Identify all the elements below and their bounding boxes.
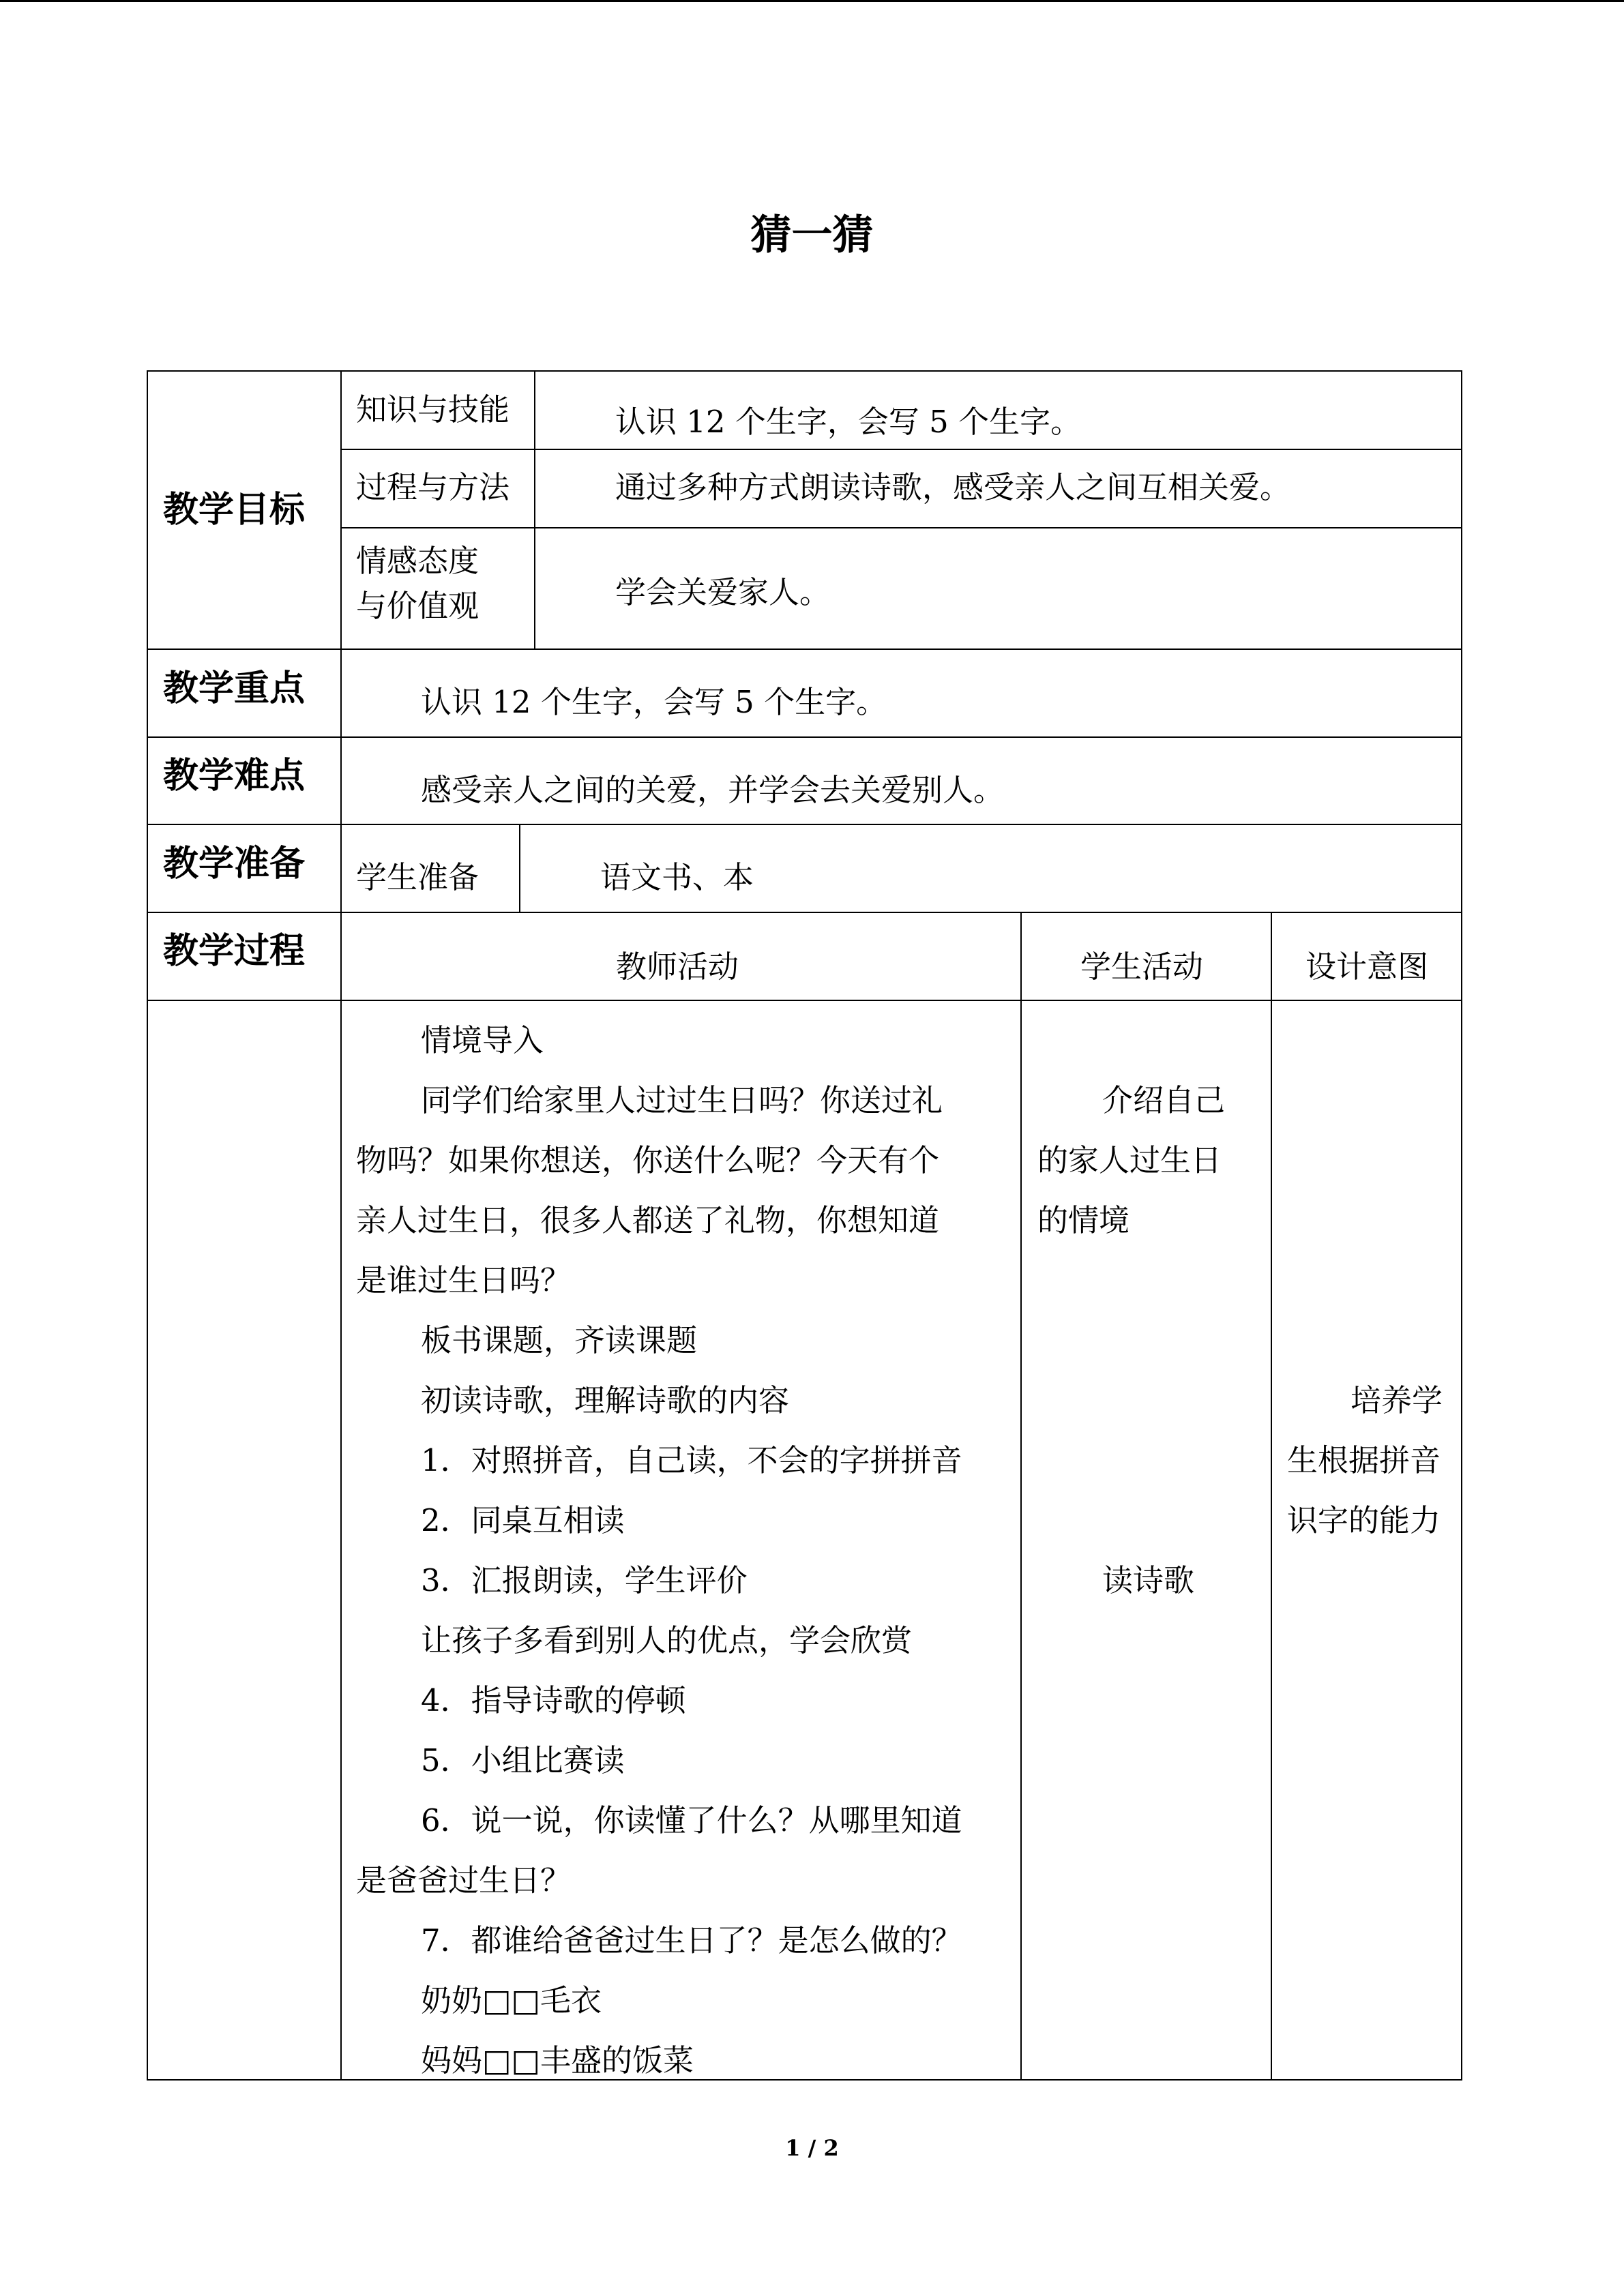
- teacher-line: 6．说一说，你读懂了什么？从哪里知道: [421, 1802, 962, 1838]
- student-line: 读诗歌: [1102, 1562, 1195, 1598]
- teacher-line: 亲人过生日，很多人都送了礼物，你想知道: [356, 1202, 940, 1238]
- column-divider: [534, 372, 535, 648]
- row-divider: [148, 824, 1461, 825]
- key-points-content: 认识 12 个生字，会写 5 个生字。: [421, 684, 887, 720]
- row-divider: [340, 527, 1461, 528]
- knowledge-label: 知识与技能: [356, 391, 510, 428]
- teacher-line: 让孩子多看到别人的优点，学会欣赏: [421, 1622, 913, 1658]
- preparation-content: 语文书、本: [600, 859, 754, 895]
- lesson-plan-table: [147, 370, 1462, 2081]
- column-divider: [519, 824, 520, 912]
- teacher-line: 奶奶□□毛衣: [421, 1982, 602, 2018]
- emotion-label-line1: 情感态度: [356, 543, 479, 579]
- student-line: 介绍自己: [1102, 1082, 1226, 1118]
- page-number: 1 / 2: [785, 2135, 839, 2161]
- teacher-line: 初读诗歌，理解诗歌的内容: [421, 1382, 790, 1418]
- design-intent-header: 设计意图: [1305, 949, 1429, 985]
- teacher-line: 是谁过生日吗？: [356, 1262, 572, 1298]
- column-divider: [1020, 912, 1022, 2079]
- row-divider: [148, 1000, 1461, 1001]
- process-label: 过程与方法: [356, 469, 510, 505]
- row-divider: [148, 648, 1461, 650]
- teacher-line: 是爸爸过生日？: [356, 1862, 572, 1898]
- teacher-line: 妈妈□□丰盛的饭菜: [421, 2042, 694, 2078]
- teacher-line: 板书课题，齐读课题: [421, 1322, 698, 1358]
- emotion-content: 学会关爱家人。: [615, 574, 831, 610]
- process-heading: 教学过程: [163, 931, 306, 972]
- difficulties-content: 感受亲人之间的关爱，并学会去关爱别人。: [421, 772, 1005, 808]
- teacher-line: 4．指导诗歌的停顿: [421, 1682, 686, 1718]
- preparation-label: 学生准备: [356, 859, 479, 895]
- page-title: 猜一猜: [750, 211, 874, 259]
- row-divider: [148, 736, 1461, 738]
- teacher-line: 同学们给家里人过过生日吗？你送过礼: [421, 1082, 943, 1118]
- design-line: 生根据拼音: [1287, 1442, 1441, 1478]
- teacher-line: 3．汇报朗读，学生评价: [421, 1562, 748, 1598]
- teacher-line: 1．对照拼音，自己读，不会的字拼拼音: [421, 1442, 962, 1478]
- objectives-heading: 教学目标: [163, 490, 306, 531]
- student-line: 的情境: [1037, 1202, 1130, 1238]
- difficulties-heading: 教学难点: [163, 756, 306, 796]
- column-divider: [340, 372, 342, 2079]
- knowledge-content: 认识 12 个生字，会写 5 个生字。: [615, 404, 1082, 440]
- preparation-heading: 教学准备: [163, 844, 306, 884]
- design-line: 培养学: [1350, 1382, 1443, 1418]
- teacher-line: 5．小组比赛读: [421, 1742, 625, 1778]
- column-divider: [1271, 912, 1272, 2079]
- key-points-heading: 教学重点: [163, 668, 306, 709]
- student-activity-header: 学生活动: [1080, 949, 1204, 985]
- teacher-line: 7．都谁给爸爸过生日了？是怎么做的？: [421, 1922, 962, 1958]
- teacher-line: 2．同桌互相读: [421, 1502, 625, 1538]
- row-divider: [148, 912, 1461, 913]
- process-content: 通过多种方式朗读诗歌，感受亲人之间互相关爱。: [615, 469, 1291, 505]
- design-line: 识字的能力: [1287, 1502, 1441, 1538]
- teacher-line: 物吗？如果你想送，你送什么呢？今天有个: [356, 1142, 940, 1178]
- teacher-line: 情境导入: [421, 1022, 544, 1058]
- top-border-line: [0, 0, 1624, 2]
- student-line: 的家人过生日: [1037, 1142, 1222, 1178]
- emotion-label-line2: 与价值观: [356, 588, 479, 624]
- teacher-activity-header: 教师活动: [616, 949, 739, 985]
